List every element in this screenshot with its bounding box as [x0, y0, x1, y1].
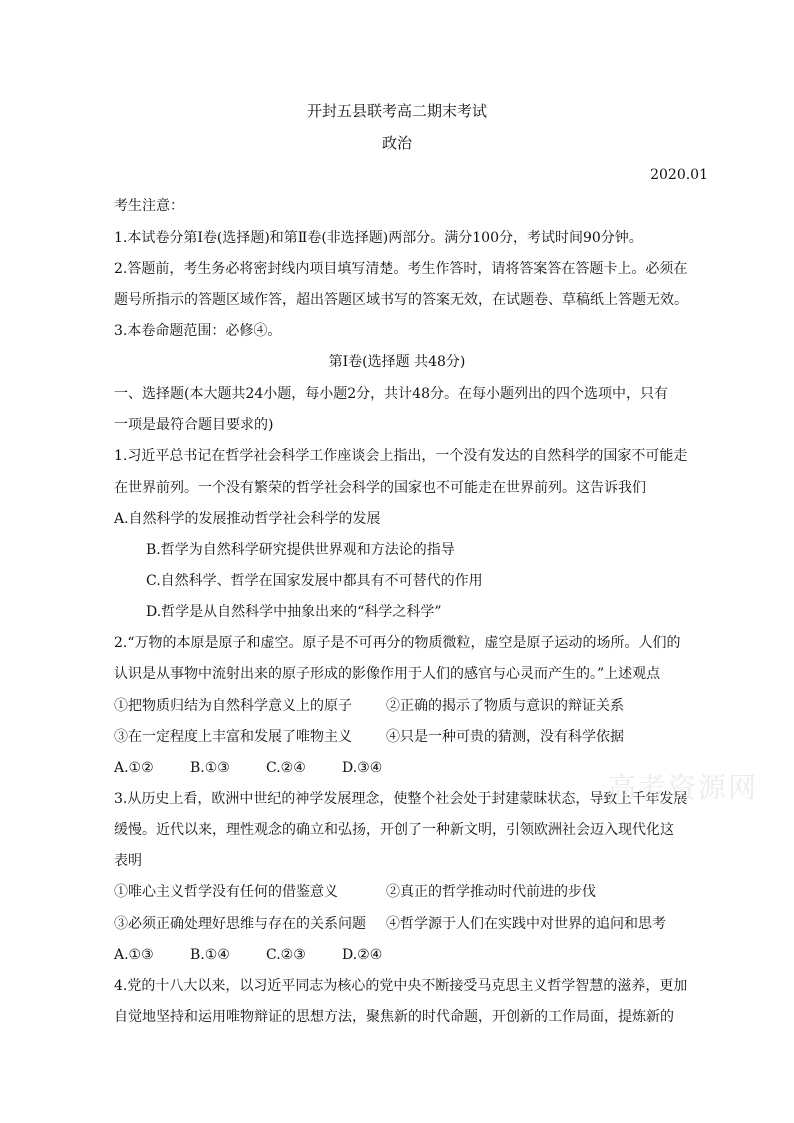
q1-option-b: B.哲学为自然科学研究提供世界观和方法论的指导 — [146, 542, 455, 558]
q3-stem-line-1: 3.从历史上看，欧洲中世纪的神学发展理念，使整个社会处于封建蒙昧状态，导致上千年发展 — [114, 791, 688, 807]
q1-option-c: C.自然科学、哲学在国家发展中都具有不可替代的作用 — [146, 573, 483, 589]
q3-choice-c: C.②③ — [266, 947, 306, 963]
notice-item-2-line-1: 2.答题前，考生务必将密封线内项目填写清楚。考生作答时，请将答案答在答题卡上。必须在 — [114, 261, 688, 277]
q3-choice-d: D.②④ — [342, 947, 383, 963]
q2-statement-2: ②正确的揭示了物质与意识的辩证关系 — [386, 698, 624, 714]
q3-statement-3: ③必须正确处理好思维与存在的关系问题 — [114, 916, 366, 932]
q2-choice-a: A.①② — [114, 760, 154, 776]
q2-statement-3: ③在一定程度上丰富和发展了唯物主义 — [114, 729, 352, 745]
section-title: 第Ⅰ卷(选择题 共48分) — [328, 354, 466, 370]
q2-stem-line-1: 2.“万物的本原是原子和虚空。原子是不可再分的物质微粒，虚空是原子运动的场所。人们的 — [114, 635, 681, 651]
section-instructions-line-1: 一、选择题(本大题共24小题，每小题2分，共计48分。在每小题列出的四个选项中，只有 — [114, 386, 668, 402]
q2-choice-d: D.③④ — [342, 760, 383, 776]
q3-choice-b: B.①④ — [190, 947, 230, 963]
q1-option-a: A.自然科学的发展推动哲学社会科学的发展 — [114, 511, 381, 527]
section-instructions-line-2: 一项是最符合题目要求的) — [114, 417, 274, 433]
q4-stem-line-2: 自觉地坚持和运用唯物辩证的思想方法，聚焦新的时代命题，开创新的工作局面，提炼新的 — [114, 1009, 674, 1025]
q3-statement-2: ②真正的哲学推动时代前进的步伐 — [386, 884, 596, 900]
q3-statement-1: ①唯心主义哲学没有任何的借鉴意义 — [114, 884, 338, 900]
q1-stem-line-1: 1.习近平总书记在哲学社会科学工作座谈会上指出，一个没有发达的自然科学的国家不可能走 — [114, 448, 688, 464]
q1-option-d: D.哲学是从自然科学中抽象出来的“科学之科学” — [146, 604, 442, 620]
q2-choice-c: C.②④ — [266, 760, 306, 776]
q3-stem-line-2: 缓慢。近代以来，理性观念的确立和弘扬，开创了一种新文明，引领欧洲社会迈入现代化这 — [114, 822, 674, 838]
q2-statement-1: ①把物质归结为自然科学意义上的原子 — [114, 698, 352, 714]
exam-title: 开封五县联考高二期末考试 — [306, 102, 487, 120]
notice-item-1: 1.本试卷分第Ⅰ卷(选择题)和第Ⅱ卷(非选择题)两部分。满分100分，考试时间90分钟。 — [114, 230, 643, 246]
exam-date: 2020.01 — [650, 167, 708, 183]
subject-title: 政治 — [381, 134, 412, 152]
q3-choice-a: A.①③ — [114, 947, 154, 963]
q2-statement-4: ④只是一种可贵的猜测，没有科学依据 — [386, 729, 624, 745]
notice-item-3: 3.本卷命题范围：必修④。 — [114, 323, 282, 339]
q3-statement-4: ④哲学源于人们在实践中对世界的追问和思考 — [386, 916, 666, 932]
q4-stem-line-1: 4.党的十八大以来，以习近平同志为核心的党中央不断接受马克思主义哲学智慧的滋养，更加 — [114, 978, 688, 994]
watermark: 高考资源网 — [608, 771, 759, 804]
notice-heading: 考生注意： — [114, 198, 184, 214]
q1-stem-line-2: 在世界前列。一个没有繁荣的哲学社会科学的国家也不可能走在世界前列。这告诉我们 — [114, 480, 646, 496]
q2-choice-b: B.①③ — [190, 760, 230, 776]
q3-stem-line-3: 表明 — [114, 853, 142, 869]
notice-item-2-line-2: 题号所指示的答题区域作答，超出答题区域书写的答案无效，在试题卷、草稿纸上答题无效。 — [114, 292, 688, 308]
q2-stem-line-2: 认识是从事物中流射出来的原子形成的影像作用于人们的感官与心灵而产生的。”上述观点 — [114, 666, 661, 682]
